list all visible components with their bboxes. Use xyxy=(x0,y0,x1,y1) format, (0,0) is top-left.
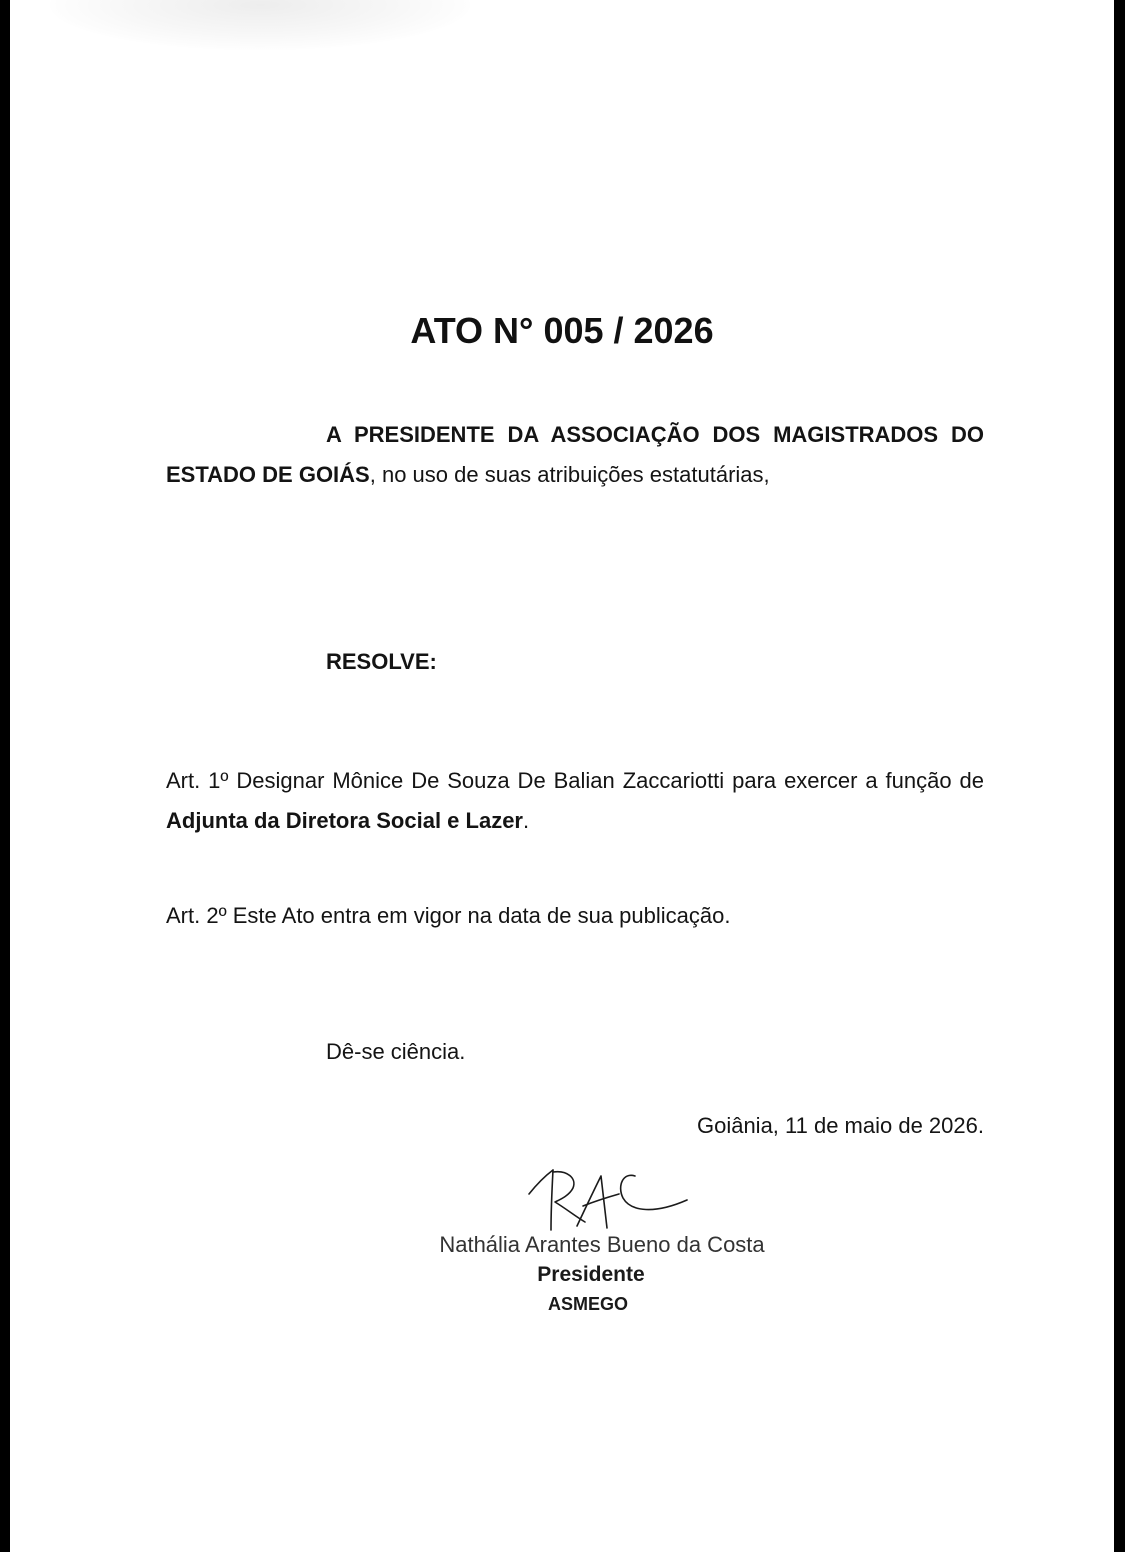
preamble-rest: , no uso de suas atribuições estatutárias, xyxy=(369,462,770,487)
article-1-suffix: . xyxy=(522,808,530,833)
article-1-prefix: Art. 1º Designar Mônice De Souza De Balian Zaccariotti para exercer a função de xyxy=(166,768,984,793)
article-2: Art. 2º Este Ato entra em vigor na data de sua publicação. xyxy=(166,903,731,928)
document-title: ATO N° 005 / 2026 xyxy=(410,310,714,351)
article-1 xyxy=(166,761,984,841)
resolve-label: RESOLVE: xyxy=(326,649,437,674)
article-1-role: Adjunta da Diretora Social e Lazer xyxy=(166,808,523,833)
place-date: Goiânia, 11 de maio de 2026. xyxy=(696,1113,984,1138)
signer-organization: ASMEGO xyxy=(547,1294,628,1314)
signer-role: Presidente xyxy=(537,1263,645,1286)
preamble-bold: A PRESIDENTE DA ASSOCIAÇÃO DOS MAGISTRADOS DO ESTADO DE GOIÁS xyxy=(166,422,984,487)
paper-shadow xyxy=(50,0,470,50)
signer-name: Nathália Arantes Bueno da Costa xyxy=(439,1232,765,1257)
preamble-paragraph xyxy=(166,415,984,495)
document-page xyxy=(10,0,1114,1552)
handwritten-signature xyxy=(515,1164,695,1236)
closing-text: Dê-se ciência. xyxy=(326,1039,466,1064)
